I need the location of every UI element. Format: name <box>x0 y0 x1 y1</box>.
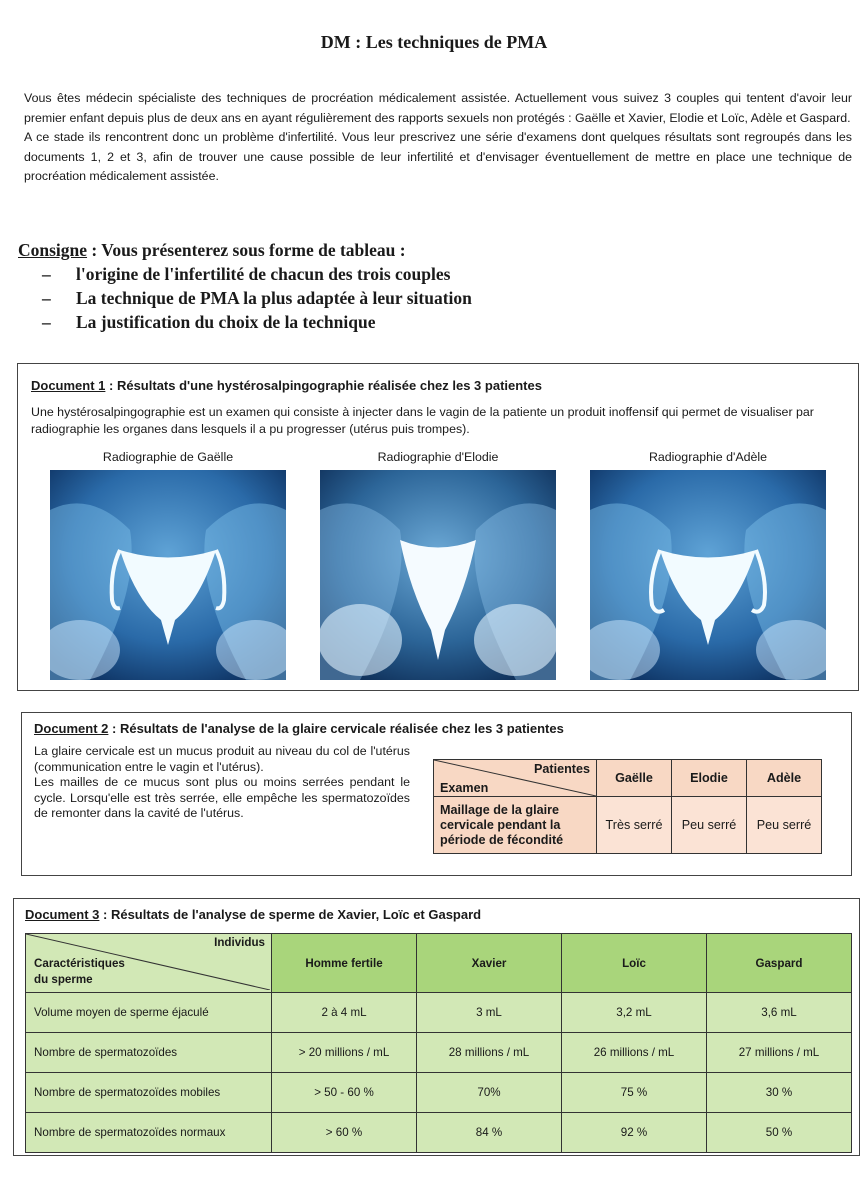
consigne-item-2: – La technique de PMA la plus adaptée à leur situation <box>42 288 472 308</box>
intro-paragraph-1: Vous êtes médecin spécialiste des techniques de procréation médicalement assistée. Actuellement vous suivez 3 couples qui tentent d'avoir leur premier enfant depuis plus de deux ans en ayant régulièrement des rapports sexuels non protégés : Gaëlle et Xavier, Elodie et Loïc, Adèle et Gaspard. <box>24 91 852 125</box>
page-title: DM : Les techniques de PMA <box>320 32 548 52</box>
radiograph-caption: Radiographie d'Elodie <box>377 450 499 464</box>
radiograph-gaelle <box>38 450 298 680</box>
document-2 <box>21 712 852 876</box>
consigne-list <box>18 262 472 334</box>
row-header-maillage: Maillage de la glaire cervicale pendant la période de fécondité <box>434 797 597 854</box>
radiograph-caption: Radiographie de Gaëlle <box>102 450 234 464</box>
intro-paragraph-2: A ce stade ils rencontrent donc un problème d'infertilité. Vous leur prescrivez une série d'examens dont quelques résultats sont regroupés dans les documents 1, 2 et 3, afin de trouver une cause possible de leur infertilité et d'envisager éventuellement de mettre en place une technique de procréation médicalement assistée. <box>24 130 852 184</box>
document-1 <box>17 363 859 691</box>
cell-adele: Peu serré <box>747 797 822 854</box>
document-3 <box>13 898 860 1156</box>
radiograph-adele <box>578 450 838 680</box>
doc1-description: Une hystérosalpingographie est un examen qui consiste à injecter dans le vagin de la patiente un produit inoffensif qui permet de visualiser par radiographie les organes dans lesquels il a pu progresser (utérus puis trompes). <box>31 405 814 436</box>
consigne-block <box>18 238 472 334</box>
doc1-title: Document 1 : Résultats d'une hystérosalpingographie réalisée chez les 3 patientes <box>31 378 542 393</box>
column-header-xavier: Xavier <box>417 934 562 993</box>
table-row: Nombre de spermatozoïdes > 20 millions / mL 28 millions / mL 26 millions / mL 27 millions / mL <box>26 1033 852 1073</box>
xray-image-elodie <box>320 470 556 680</box>
doc2-paragraph-2: Les mailles de ce mucus sont plus ou moins serrées pendant le cycle. Lorsqu'elle est très serrée, elle empêche les spermatozoïdes de remonter dans la cavité de l'utérus. <box>34 775 410 820</box>
xray-image-adele <box>590 470 826 680</box>
cervical-mucus-table <box>433 759 822 854</box>
column-header-adele: Adèle <box>747 760 822 797</box>
column-header-elodie: Elodie <box>672 760 747 797</box>
table-row: Nombre de spermatozoïdes mobiles > 50 - 60 % 70% 75 % 30 % <box>26 1073 852 1113</box>
consigne-text: : Vous présenterez sous forme de tableau : <box>87 240 406 260</box>
sperm-analysis-table <box>25 933 852 1153</box>
consigne-item-3: – La justification du choix de la technique <box>42 312 376 332</box>
table-row: Volume moyen de sperme éjaculé 2 à 4 mL 3 mL 3,2 mL 3,6 mL <box>26 993 852 1033</box>
table-corner-cell: Individus Caractéristiques du sperme <box>26 934 272 993</box>
doc2-title: Document 2 : Résultats de l'analyse de la glaire cervicale réalisée chez les 3 patientes <box>34 721 564 736</box>
consigne-item-1: – l'origine de l'infertilité de chacun des trois couples <box>42 264 451 284</box>
table-corner-cell: Patientes Examen <box>434 760 597 797</box>
intro-text <box>24 89 852 187</box>
column-header-loic: Loïc <box>562 934 707 993</box>
cell-gaelle: Très serré <box>597 797 672 854</box>
column-header-gaelle: Gaëlle <box>597 760 672 797</box>
doc3-title: Document 3 : Résultats de l'analyse de sperme de Xavier, Loïc et Gaspard <box>25 907 482 922</box>
doc2-paragraph-1: La glaire cervicale est un mucus produit au niveau du col de l'utérus (communication entre le vagin et l'utérus). <box>34 744 410 774</box>
column-header-homme-fertile: Homme fertile <box>272 934 417 993</box>
xray-image-gaelle <box>50 470 286 680</box>
table-row: Nombre de spermatozoïdes normaux > 60 % 84 % 92 % 50 % <box>26 1113 852 1153</box>
cell-elodie: Peu serré <box>672 797 747 854</box>
radiograph-elodie <box>308 450 568 680</box>
consigne-label: Consigne <box>18 240 88 260</box>
doc2-description <box>34 744 410 822</box>
radiograph-caption: Radiographie d'Adèle <box>648 450 768 464</box>
column-header-gaspard: Gaspard <box>707 934 852 993</box>
